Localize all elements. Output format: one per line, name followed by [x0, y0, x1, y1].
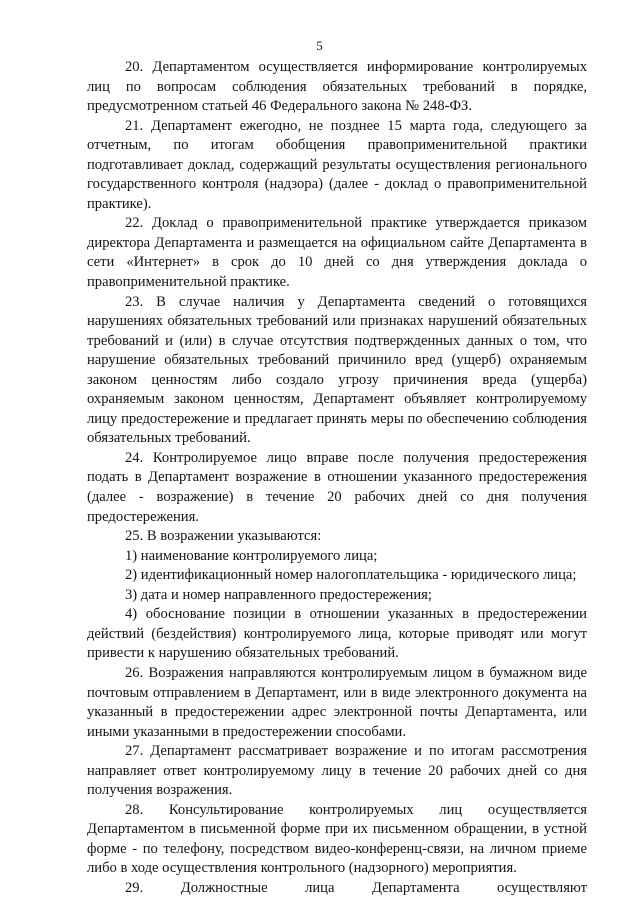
list-item-1: 1) наименование контролируемого лица; — [125, 547, 378, 564]
list-item-4: 4) обоснование позиции в отношении указанных в предостережении действий (бездействия) контролируемого лица, которые приводят или могут привести к нарушению обязательных требований. — [87, 606, 587, 662]
list-item-3: 3) дата и номер направленного предостережения; — [125, 586, 432, 603]
document-body — [87, 58, 587, 899]
paragraph-20: 20. Департаментом осуществляется информирование контролируемых лиц по вопросам соблюдения обязательных требований в порядке, предусмотренном статьей 46 Федерального закона № 248-ФЗ. — [87, 59, 587, 115]
paragraph-24: 24. Контролируемое лицо вправе после получения предостережения подать в Департамент возражение в отношении указанного предостережения (далее - возражение) в течение 20 рабочих дней со дня получения предостережения. — [87, 449, 587, 525]
paragraph-29: 29. Должностные лица Департамента осуществляют — [125, 879, 587, 896]
paragraph-27: 27. Департамент рассматривает возражение и по итогам рассмотрения направляет ответ контролируемому лицу в течение 20 рабочих дней со дня получения возражения. — [87, 743, 587, 799]
list-item-2: 2) идентификационный номер налогоплательщика - юридического лица; — [125, 567, 577, 584]
paragraph-21: 21. Департамент ежегодно, не позднее 15 марта года, следующего за отчетным, по итогам обобщения правоприменительной практики подготавливает доклад, содержащий результаты осуществления регионального государственного контроля (надзора) (далее - доклад о правоприменительной практике). — [87, 117, 587, 212]
paragraph-25: 25. В возражении указываются: — [125, 528, 322, 545]
page-number: 5 — [316, 38, 323, 53]
paragraph-26: 26. Возражения направляются контролируемым лицом в бумажном виде почтовым отправлением в Департамент, или в виде электронного документа на указанный в предостережении адрес электронной почты Департамента, или иными указанными в предостережении способами. — [87, 664, 587, 740]
paragraph-28: 28. Консультирование контролируемых лиц осуществляется Департаментом в письменной форме при их письменном обращении, в устной форме - по телефону, посредством видео-конференц-связи, на личном приеме либо в ходе осуществления контрольного (надзорного) мероприятия. — [87, 801, 587, 877]
paragraph-22: 22. Доклад о правоприменительной практике утверждается приказом директора Департамента и размещается на официальном сайте Департамента в сети «Интернет» в срок до 10 дней со дня утверждения доклада о правоприменительной практике. — [87, 215, 587, 291]
paragraph-23: 23. В случае наличия у Департамента сведений о готовящихся нарушениях обязательных требований или признаках нарушений обязательных требований и (или) в случае отсутствия подтвержденных данных о том, что нарушение обязательных требований причинило вред (ущерб) охраняемым законом ценностям либо создало угрозу причинения вреда (ущерба) охраняемым законом ценностям, Департамент объявляет контролируемому лицу предостережение и предлагает принять меры по обеспечению соблюдения обязательных требований. — [87, 293, 587, 447]
